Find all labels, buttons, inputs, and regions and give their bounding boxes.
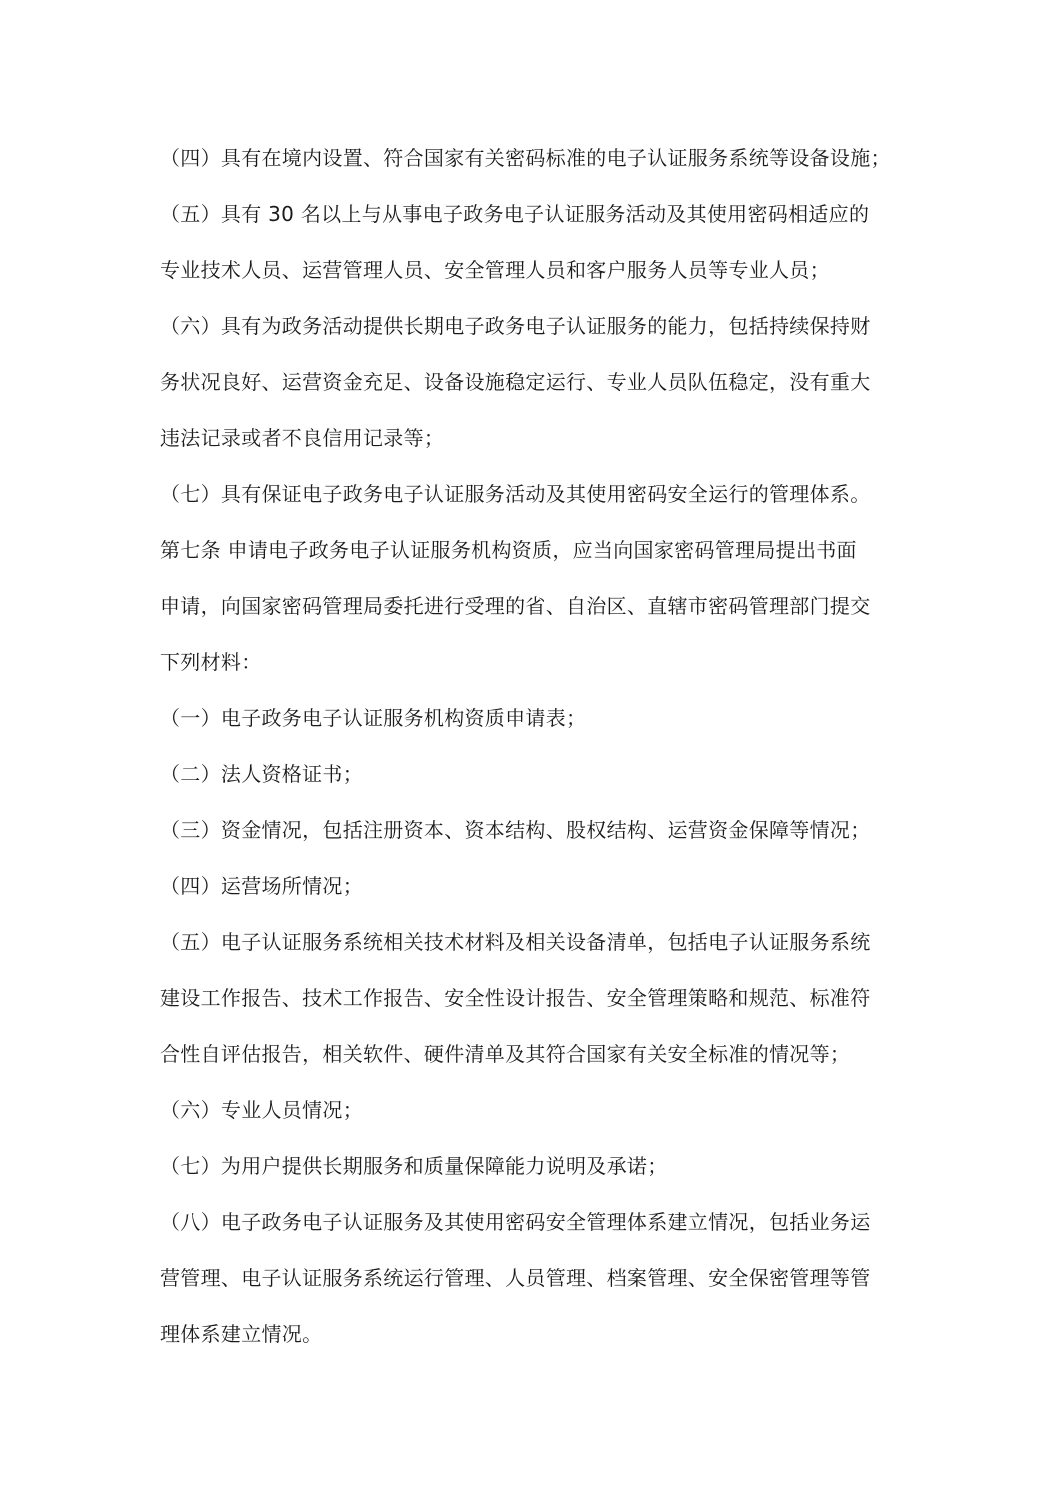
text-line: 建设工作报告、技术工作报告、安全性设计报告、安全管理策略和规范、标准符 [160,986,871,1010]
text-line: （八）电子政务电子认证服务及其使用密码安全管理体系建立情况，包括业务运 [160,1210,871,1234]
text-line: （五）具有 30 名以上与从事电子政务电子认证服务活动及其使用密码相适应的 [160,202,870,226]
text-line: （四）具有在境内设置、符合国家有关密码标准的电子认证服务系统等设备设施； [160,146,891,170]
text-line: 合性自评估报告，相关软件、硬件清单及其符合国家有关安全标准的情况等； [160,1042,851,1066]
text-line: 专业技术人员、运营管理人员、安全管理人员和客户服务人员等专业人员； [160,258,830,282]
text-line: （五）电子认证服务系统相关技术材料及相关设备清单，包括电子认证服务系统 [160,930,871,954]
article-heading-line: 第七条 申请电子政务电子认证服务机构资质，应当向国家密码管理局提出书面 [160,538,857,562]
text-line: （二）法人资格证书； [160,762,363,786]
text-line: （一）电子政务电子认证服务机构资质申请表； [160,706,587,730]
text-line: （四）运营场所情况； [160,874,363,898]
text-line: 营管理、电子认证服务系统运行管理、人员管理、档案管理、安全保密管理等管 [160,1266,871,1290]
text-line: 下列材料： [160,650,262,674]
text-line: 理体系建立情况。 [160,1322,323,1346]
document-body [160,130,920,1362]
text-line: （六）具有为政务活动提供长期电子政务电子认证服务的能力，包括持续保持财 [160,314,871,338]
text-line: 申请，向国家密码管理局委托进行受理的省、自治区、直辖市密码管理部门提交 [160,594,871,618]
text-line: 违法记录或者不良信用记录等； [160,426,445,450]
text-line: （三）资金情况，包括注册资本、资本结构、股权结构、运营资金保障等情况； [160,818,871,842]
text-line: （七）为用户提供长期服务和质量保障能力说明及承诺； [160,1154,668,1178]
text-line: （七）具有保证电子政务电子认证服务活动及其使用密码安全运行的管理体系。 [160,482,871,506]
text-line: （六）专业人员情况； [160,1098,363,1122]
text-line: 务状况良好、运营资金充足、设备设施稳定运行、专业人员队伍稳定，没有重大 [160,370,871,394]
